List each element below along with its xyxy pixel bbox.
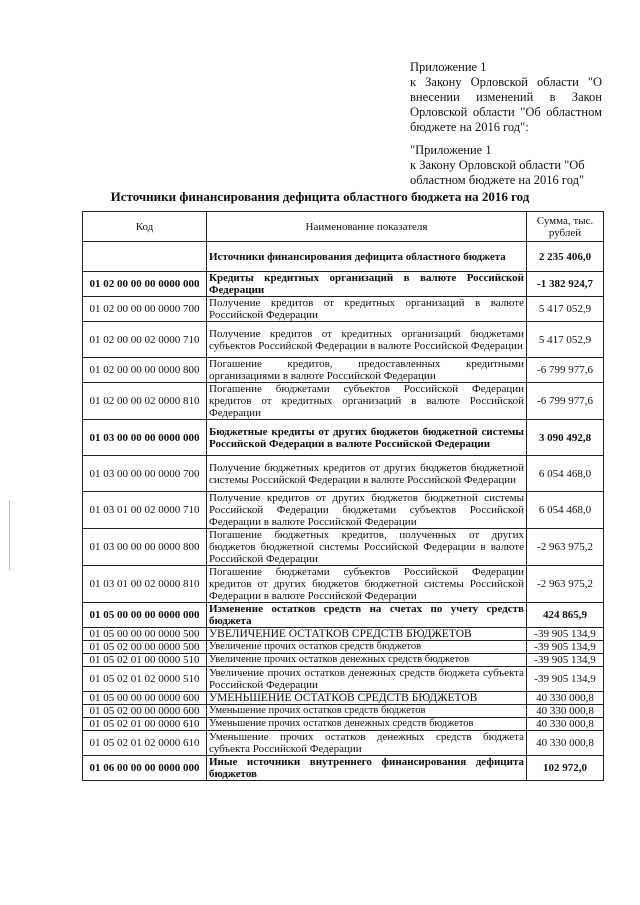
row-name: Погашение бюджетных кредитов, полученных от других бюджетов бюджетной системы Российской Федерации в валюте Российской Федерации <box>207 529 527 566</box>
row-code: 01 02 00 00 02 0000 710 <box>83 322 207 358</box>
row-code: 01 05 02 00 00 0000 500 <box>83 641 207 654</box>
header-name: Наименование показателя <box>207 212 527 242</box>
header-code: Код <box>83 212 207 242</box>
financing-sources-table <box>82 211 604 781</box>
table-row <box>83 705 604 718</box>
table-row <box>83 322 604 358</box>
row-name: Уменьшение прочих остатков денежных средств бюджета субъекта Российской Федерации <box>207 731 527 756</box>
row-name: Бюджетные кредиты от других бюджетов бюджетной системы Российской Федерации в валюте Российской Федерации <box>207 420 527 456</box>
scan-margin-mark <box>9 500 10 570</box>
row-code: 01 03 01 00 02 0000 810 <box>83 566 207 603</box>
row-name: УМЕНЬШЕНИЕ ОСТАТКОВ СРЕДСТВ БЮДЖЕТОВ <box>207 692 527 705</box>
row-name: Погашение бюджетами субъектов Российской Федерации кредитов от кредитных организаций в валюте Российской Федерации <box>207 383 527 420</box>
row-name: Получение кредитов от кредитных организаций в валюте Российской Федерации <box>207 297 527 322</box>
appendix-note <box>410 60 602 188</box>
row-code: 01 05 02 01 00 0000 510 <box>83 654 207 667</box>
row-code: 01 03 00 00 00 0000 700 <box>83 456 207 492</box>
row-sum: 102 972,0 <box>527 756 604 781</box>
table-row <box>83 756 604 781</box>
row-name: Кредиты кредитных организаций в валюте Российской Федерации <box>207 272 527 297</box>
row-code: 01 05 00 00 00 0000 600 <box>83 692 207 705</box>
row-sum: -1 382 924,7 <box>527 272 604 297</box>
table-row <box>83 628 604 641</box>
row-name: УВЕЛИЧЕНИЕ ОСТАТКОВ СРЕДСТВ БЮДЖЕТОВ <box>207 628 527 641</box>
row-sum: -39 905 134,9 <box>527 654 604 667</box>
table-row <box>83 529 604 566</box>
row-name: Получение кредитов от других бюджетов бюджетной системы Российской Федерации бюджетами субъектов Российской Федерации в валюте Российской Федерации <box>207 492 527 529</box>
row-sum: 5 417 052,9 <box>527 297 604 322</box>
table-row <box>83 420 604 456</box>
row-sum: 2 235 406,0 <box>527 242 604 272</box>
row-code: 01 06 00 00 00 0000 000 <box>83 756 207 781</box>
row-sum: -2 963 975,2 <box>527 566 604 603</box>
row-name: Источники финансирования дефицита областного бюджета <box>207 242 527 272</box>
row-sum: -6 799 977,6 <box>527 383 604 420</box>
row-name: Погашение кредитов, предоставленных кредитными организациями в валюте Российской Федерации <box>207 358 527 383</box>
row-sum: -39 905 134,9 <box>527 628 604 641</box>
row-name: Увеличение прочих остатков денежных средств бюджета субъекта Российской Федерации <box>207 667 527 692</box>
table-header-row <box>83 212 604 242</box>
table-row <box>83 242 604 272</box>
table-row <box>83 692 604 705</box>
row-code: 01 05 02 01 02 0000 510 <box>83 667 207 692</box>
document-title: Источники финансирования дефицита областного бюджета на 2016 год <box>110 189 530 204</box>
row-code: 01 02 00 00 00 0000 000 <box>83 272 207 297</box>
row-name: Уменьшение прочих остатков средств бюджетов <box>207 705 527 718</box>
row-code: 01 05 02 01 02 0000 610 <box>83 731 207 756</box>
row-name: Изменение остатков средств на счетах по учету средств бюджета <box>207 603 527 628</box>
row-sum: -6 799 977,6 <box>527 358 604 383</box>
table-row <box>83 297 604 322</box>
row-sum: 40 330 000,8 <box>527 692 604 705</box>
row-sum: 6 054 468,0 <box>527 456 604 492</box>
row-sum: 5 417 052,9 <box>527 322 604 358</box>
table-row <box>83 731 604 756</box>
table-row <box>83 718 604 731</box>
row-name: Погашение бюджетами субъектов Российской Федерации кредитов от других бюджетов бюджетной системы Российской Федерации в валюте Российской Федерации <box>207 566 527 603</box>
row-code: 01 03 00 00 00 0000 800 <box>83 529 207 566</box>
row-sum: 40 330 000,8 <box>527 705 604 718</box>
row-sum: -2 963 975,2 <box>527 529 604 566</box>
row-name: Иные источники внутреннего финансирования дефицита бюджетов <box>207 756 527 781</box>
table-row <box>83 358 604 383</box>
appendix-text: к Закону Орловской области "О внесении изменений в Закон Орловской области "Об областном бюджете на 2016 год": <box>410 75 602 134</box>
table-row <box>83 383 604 420</box>
table-row <box>83 654 604 667</box>
row-sum: -39 905 134,9 <box>527 667 604 692</box>
row-code: 01 05 00 00 00 0000 000 <box>83 603 207 628</box>
row-name: Уменьшение прочих остатков денежных средств бюджетов <box>207 718 527 731</box>
header-sum: Сумма, тыс. рублей <box>527 212 604 242</box>
row-sum: 424 865,9 <box>527 603 604 628</box>
appendix-line: "Приложение 1 <box>410 143 492 157</box>
row-sum: -39 905 134,9 <box>527 641 604 654</box>
table-row <box>83 456 604 492</box>
appendix-line: Приложение 1 <box>410 60 487 74</box>
row-name: Получение бюджетных кредитов от других бюджетов бюджетной системы Российской Федерации в валюте Российской Федерации <box>207 456 527 492</box>
row-code: 01 03 00 00 00 0000 000 <box>83 420 207 456</box>
row-name: Получение кредитов от кредитных организаций бюджетами субъектов Российской Федерации в валюте Российской Федерации <box>207 322 527 358</box>
row-sum: 3 090 492,8 <box>527 420 604 456</box>
table-row <box>83 603 604 628</box>
table-row <box>83 272 604 297</box>
row-name: Увеличение прочих остатков средств бюджетов <box>207 641 527 654</box>
row-code: 01 03 01 00 02 0000 710 <box>83 492 207 529</box>
row-sum: 6 054 468,0 <box>527 492 604 529</box>
row-code: 01 05 02 01 00 0000 610 <box>83 718 207 731</box>
row-code: 01 05 00 00 00 0000 500 <box>83 628 207 641</box>
table-body <box>83 242 604 781</box>
row-code: 01 02 00 00 02 0000 810 <box>83 383 207 420</box>
row-code: 01 02 00 00 00 0000 800 <box>83 358 207 383</box>
appendix-text: к Закону Орловской области "Об областном бюджете на 2016 год" <box>410 158 585 187</box>
table-row <box>83 566 604 603</box>
row-code: 01 02 00 00 00 0000 700 <box>83 297 207 322</box>
row-name: Увеличение прочих остатков денежных средств бюджетов <box>207 654 527 667</box>
row-code: 01 05 02 00 00 0000 600 <box>83 705 207 718</box>
row-sum: 40 330 000,8 <box>527 718 604 731</box>
table-row <box>83 667 604 692</box>
table-row <box>83 492 604 529</box>
row-sum: 40 330 000,8 <box>527 731 604 756</box>
row-code <box>83 242 207 272</box>
table-row <box>83 641 604 654</box>
